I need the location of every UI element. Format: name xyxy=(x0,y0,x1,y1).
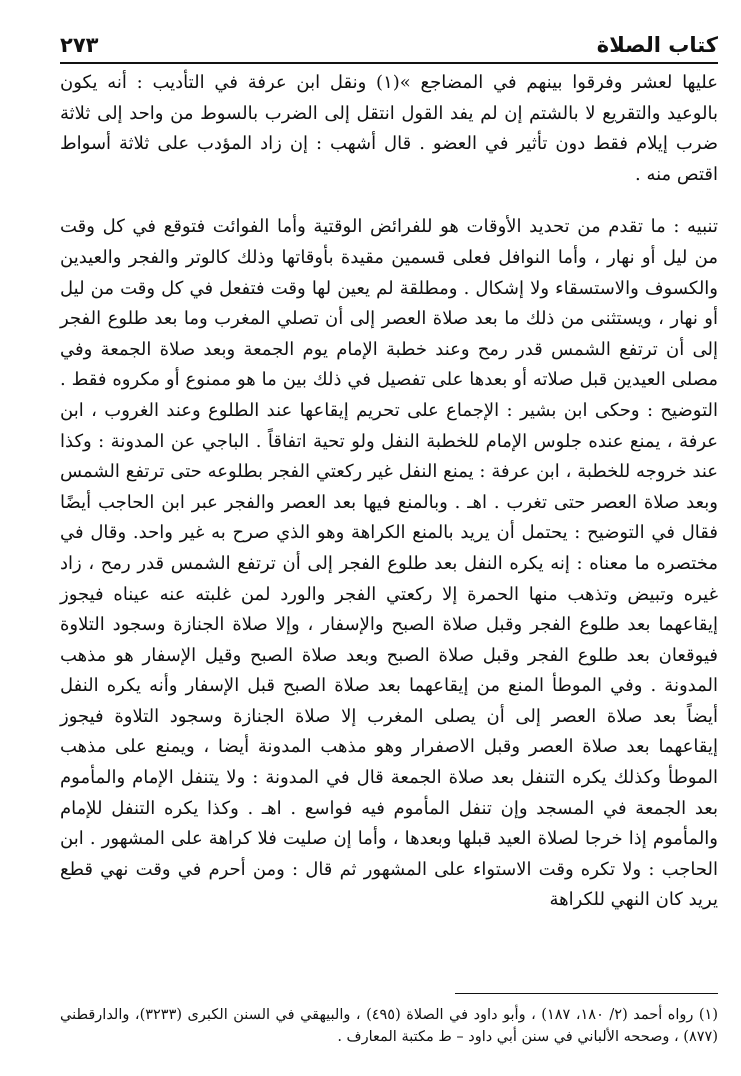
header-divider xyxy=(60,62,718,64)
main-text xyxy=(60,68,718,916)
page-header xyxy=(60,32,718,60)
paragraph-tanbih: تنبيه : ما تقدم من تحديد الأوقات هو للفرائض الوقتية وأما الفوائت فتوقع في كل وقت من ليل أو نهار ، وأما النوافل فعلى قسمين مقيدة بأوقاتها وذلك كالوتر والفجر والعيدين والكسوف والاستسقاء ولا إشكال . ومطلقة لم يعين لها وقت فتفعل في كل وقت من ليل أو نهار ، ويستثنى من ذلك ما بعد صلاة العصر إلى أن تصلي المغرب وما بعد طلوع الفجر إلى أن ترتفع الشمس قدر رمح وعند خطبة الإمام يوم الجمعة وبعد صلاة الجمعة وفي مصلى العيدين قبل صلاته أو بعدها على تفصيل في ذلك بين ما هو ممنوع أو مكروه فقط . التوضيح : وحكى ابن بشير : الإجماع على تحريم إيقاعها عند الطلوع وعند الغروب ، ابن عرفة ، يمنع عنده جلوس الإمام للخطبة النفل ولو تحية اتفاقاً . الباجي عن المدونة : وكذا عند خروجه للخطبة ، ابن عرفة : يمنع النفل غير ركعتي الفجر بطلوعه حتى ترتفع الشمس وبعد صلاة العصر حتى تغرب . اهـ . وبالمنع فيها بعد العصر والفجر عبر ابن الحاجب أيضًا فقال في التوضيح : يحتمل أن يريد بالمنع الكراهة وهو الذي صرح به غير واحد. وقال في مختصره ما معناه : إنه يكره النفل بعد طلوع الفجر إلى أن ترتفع الشمس قدر رمح ، زاد غيره وتبيض وتذهب منها الحمرة إلا ركعتي الفجر والورد لمن غلبته عنه عيناه فيجوز إيقاعهما بعد طلوع الفجر وقبل صلاة الصبح والإسفار ، وإلا صلاة الجنازة وسجود التلاوة فيوقعان بعد طلوع الفجر وقبل صلاة الصبح وبعد صلاة الصبح وقيل الإسفار هو مذهب المدونة . وفي الموطأ المنع من إيقاعهما بعد صلاة الصبح قبل الإسفار وأنه يكره النفل أيضاً بعد صلاة العصر إلى أن يصلى المغرب إلا صلاة الجنازة وسجود التلاوة فيجوز إيقاعهما بعد صلاة العصر وقبل الاصفرار وهو مذهب المدونة أيضا ، ويمنع على مذهب الموطأ وكذلك يكره التنفل بعد صلاة الجمعة قال في المدونة : ولا يتنفل الإمام والمأموم بعد الجمعة في المسجد وإن تنفل المأموم فيه فواسع . اهـ . وكذا يكره التنفل للإمام والمأموم إذا خرجا لصلاة العيد قبلها وبعدها ، وأما إن صليت فلا كراهة على المشهور . ابن الحاجب : ولا تكره وقت الاستواء على المشهور ثم قال : ومن أحرم في وقت نهي قطع يريد كان النهي للكراهة xyxy=(60,216,718,911)
paragraph-opening: عليها لعشر وفرقوا بينهم في المضاجع »(١) ونقل ابن عرفة في التأديب : أنه يكون بالوعيد والتقريع لا بالشتم إن لم يفد القول انتقل إلى الضرب بالسوط من واحد إلى ثلاثة ضرب إيلام فقط دون تأثير في العضو . قال أشهب : إن زاد المؤدب على ثلاثة أسواط اقتص منه . xyxy=(60,72,718,185)
footnotes xyxy=(60,1004,718,1048)
page-number: ٢٧٣ xyxy=(60,33,99,57)
footnote-1: (١) رواه أحمد (٢/ ١٨٠، ١٨٧) ، وأبو داود في الصلاة (٤٩٥) ، والبيهقي في السنن الكبرى (٣٢٣٣)، والدارقطني (٨٧٧) ، وصححه الألباني في سنن أبي داود – ط مكتبة المعارف . xyxy=(60,1007,718,1045)
paragraph-spacer xyxy=(60,190,718,212)
footnote-divider xyxy=(455,993,718,994)
running-title: كتاب الصلاة xyxy=(596,33,718,57)
